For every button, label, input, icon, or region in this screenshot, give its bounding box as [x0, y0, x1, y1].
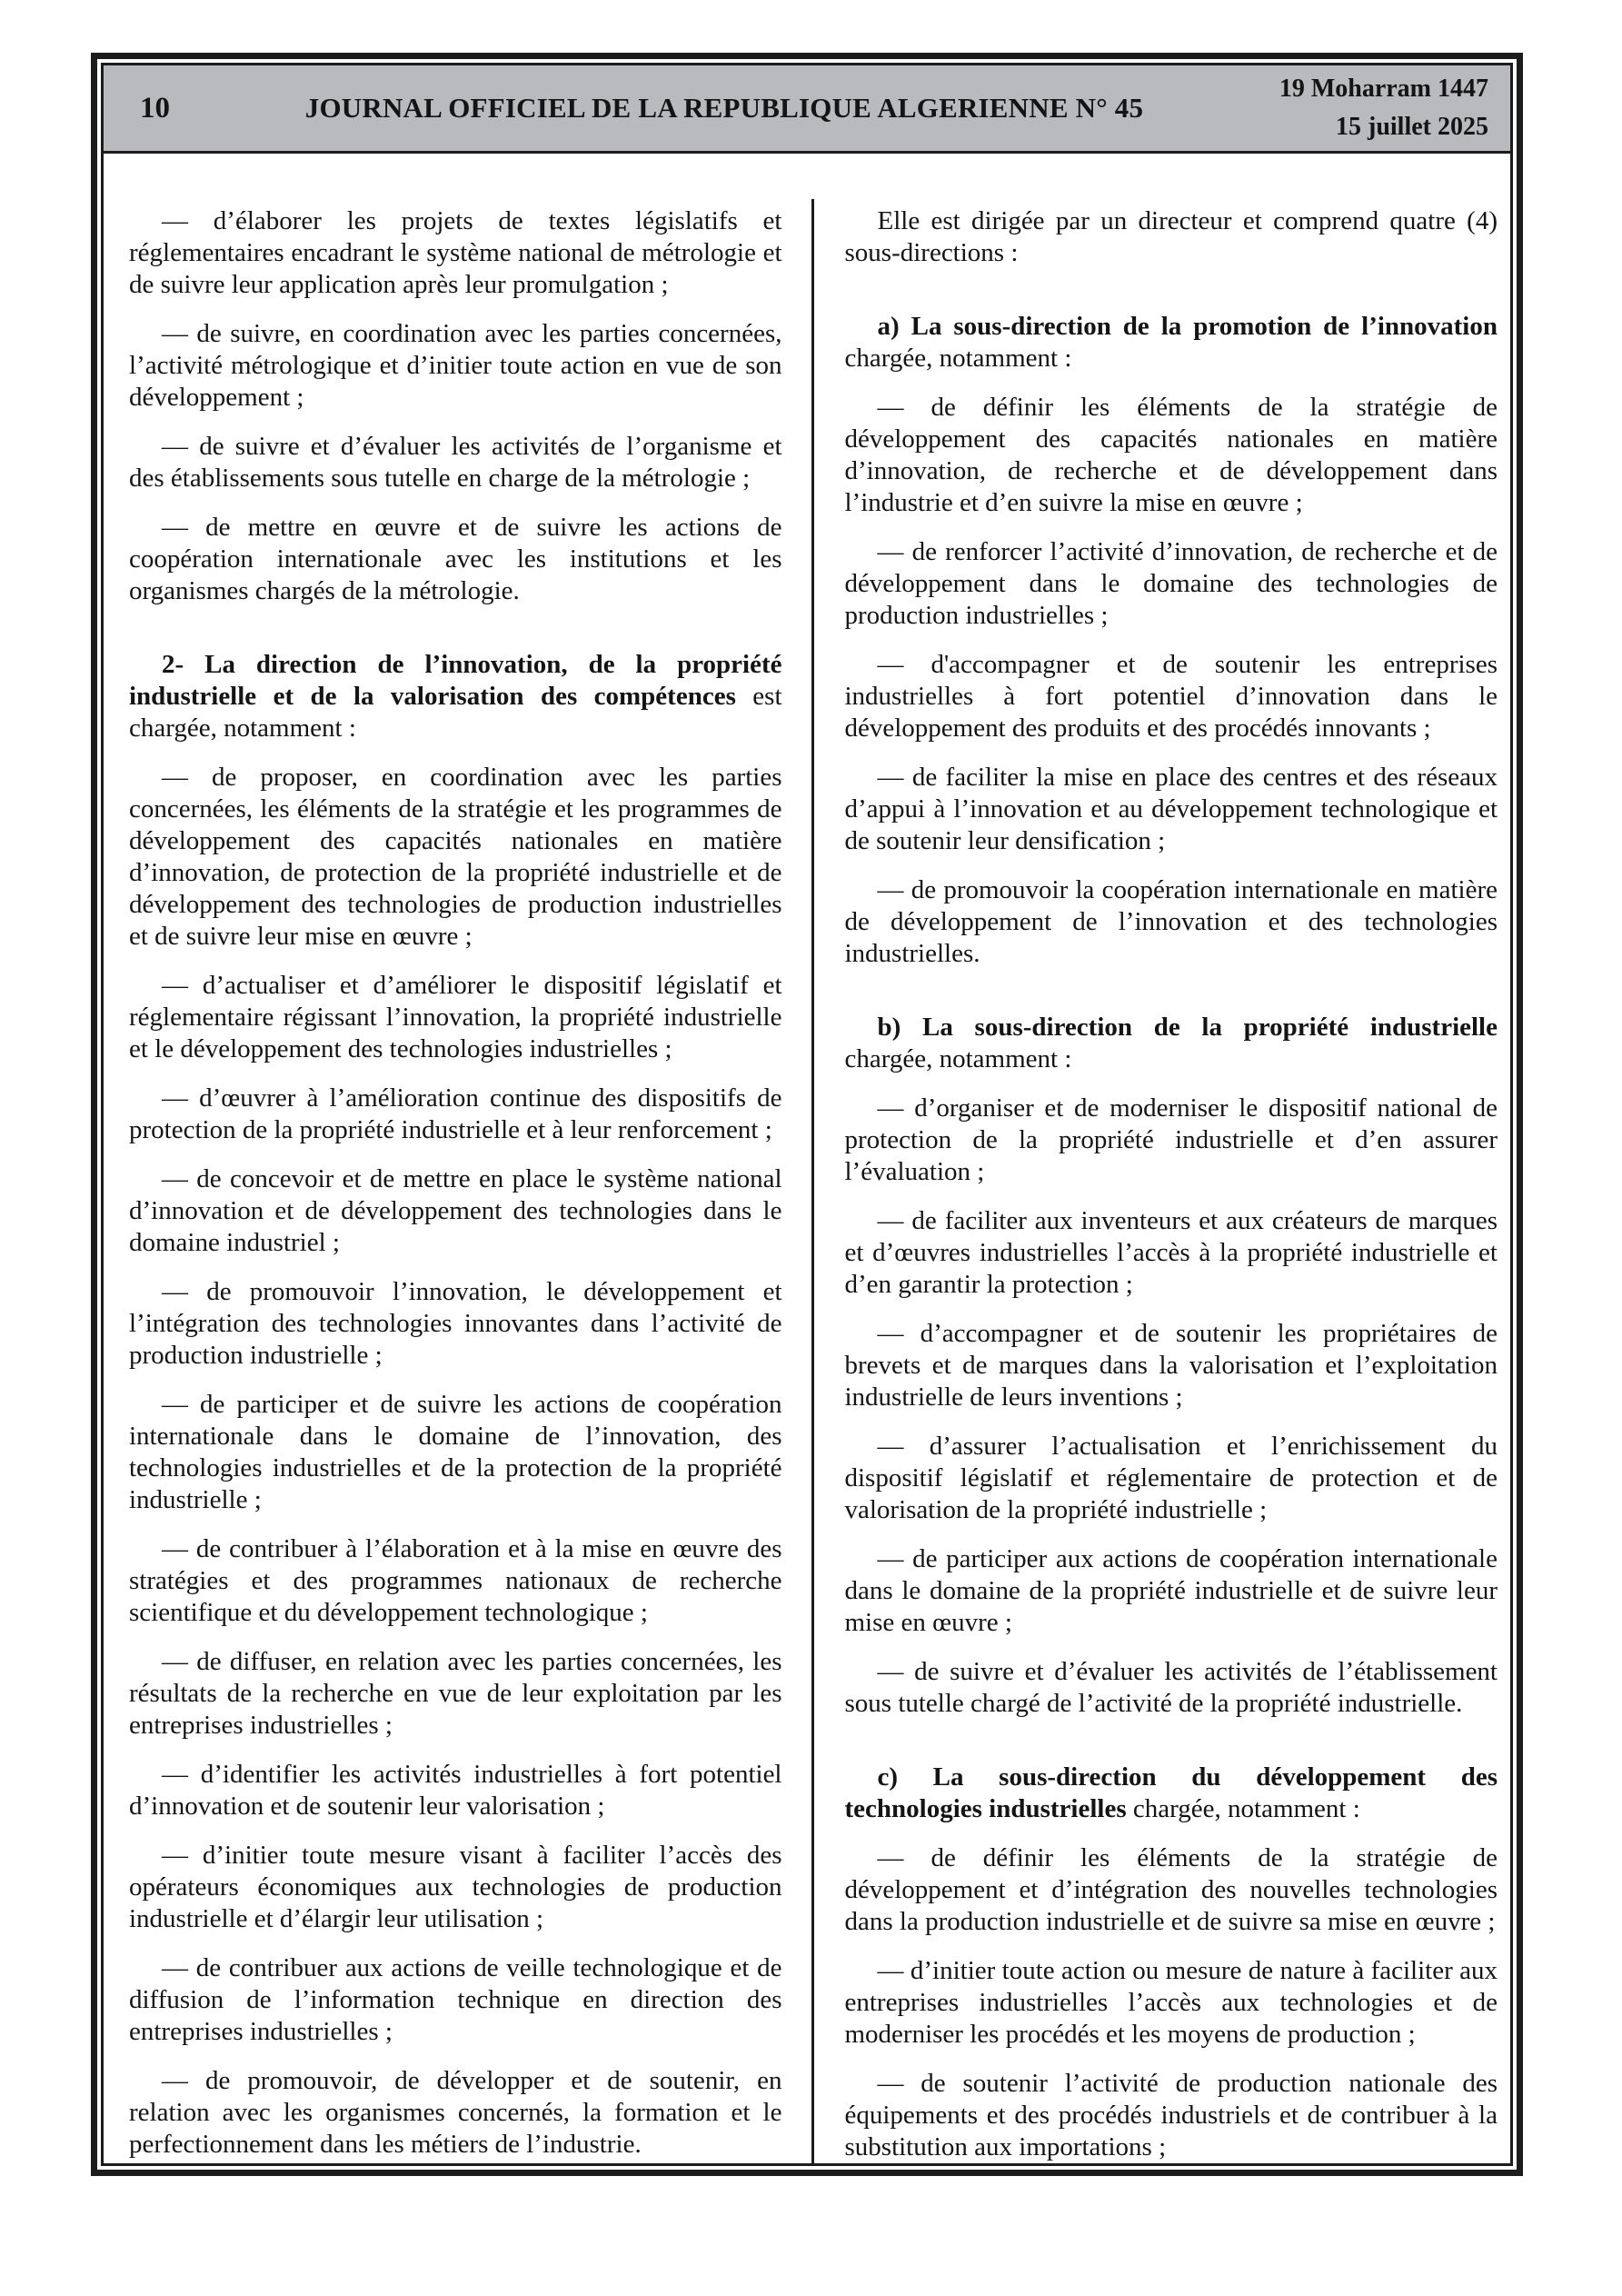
journal-header: [104, 65, 1510, 154]
paragraph: — de contribuer aux actions de veille technologique et de diffusion de l’information technique en direction des entreprises industrielles ;: [129, 1953, 782, 2046]
paragraph: — de définir les éléments de la stratégie de développement et d’intégration des nouvelles technologies dans la production industrielle et de suivre sa mise en œuvre ;: [844, 1843, 1498, 1936]
page-frame-inner: [101, 63, 1513, 2166]
section-heading: b) La sous-direction de la propriété industrielle chargée, notamment :: [844, 1013, 1498, 1073]
paragraph: — d'accompagner et de soutenir les entreprises industrielles à fort potentiel d’innovation dans le développement des produits et des procédés innovants ;: [844, 650, 1498, 743]
left-column: [104, 154, 811, 2163]
date-gregorian: 15 juillet 2025: [1336, 113, 1488, 141]
paragraph: — d’initier toute action ou mesure de nature à faciliter aux entreprises industrielles l’accès aux technologies et de moderniser les procédés et les moyens de production ;: [844, 1956, 1498, 2049]
paragraph: — de concevoir et de mettre en place le système national d’innovation et de développement des technologies dans le domaine industriel ;: [129, 1164, 782, 1257]
paragraph: — de contribuer à l’élaboration et à la mise en œuvre des stratégies et des programmes nationaux de recherche scientifique et du développement technologique ;: [129, 1534, 782, 1627]
page-number: 10: [140, 91, 170, 125]
section-heading: a) La sous-direction de la promotion de l’innovation chargée, notamment :: [844, 312, 1498, 373]
paragraph: — de promouvoir l’innovation, le développement et l’intégration des technologies innovantes dans l’activité de production industrielle ;: [129, 1277, 782, 1370]
paragraph: — d’accompagner et de soutenir les propriétaires de brevets et de marques dans la valorisation et l’exploitation industrielle de leurs inventions ;: [844, 1319, 1498, 1412]
paragraph: — de mettre en œuvre et de suivre les actions de coopération internationale avec les institutions et les organismes chargés de la métrologie.: [129, 513, 782, 605]
paragraph: — de suivre et d’évaluer les activités de l’établissement sous tutelle chargé de l’activité de la propriété industrielle.: [844, 1657, 1498, 1718]
paragraph: — d’identifier les activités industrielles à fort potentiel d’innovation et de soutenir leur valorisation ;: [129, 1760, 782, 1821]
paragraph: — de suivre et d’évaluer les activités de l’organisme et des établissements sous tutelle en charge de la métrologie ;: [129, 432, 782, 493]
paragraph: — d’organiser et de moderniser le dispositif national de protection de la propriété industrielle et d’en assurer l’évaluation ;: [844, 1093, 1498, 1186]
paragraph: — de proposer, en coordination avec les parties concernées, les éléments de la stratégie et les programmes de développement des capacités nationales en matière d’innovation, de protection de la propriété industrielle et de développement des technologies de production industrielles et de suivre leur mise en œuvre ;: [129, 763, 782, 951]
paragraph: — de faciliter la mise en place des centres et des réseaux d’appui à l’innovation et au développement technologique et de soutenir leur densification ;: [844, 763, 1498, 855]
paragraph: — de soutenir l’activité de production nationale des équipements et des procédés industriels et de contribuer à la substitution aux importations ;: [844, 2069, 1498, 2161]
paragraph: — d’initier toute mesure visant à faciliter l’accès des opérateurs économiques aux technologies de production industrielle et d’élargir leur utilisation ;: [129, 1841, 782, 1933]
paragraph: — de renforcer l’activité d’innovation, de recherche et de développement dans le domaine des technologies de production industrielles ;: [844, 537, 1498, 630]
right-column: [814, 154, 1511, 2163]
paragraph: — de promouvoir la coopération internationale en matière de développement de l’innovation et des technologies industrielles.: [844, 875, 1498, 968]
section-heading: c) La sous-direction du développement des technologies industrielles chargée, notamment :: [844, 1762, 1498, 1823]
paragraph: — d’actualiser et d’améliorer le dispositif législatif et réglementaire régissant l’innovation, la propriété industrielle et le développement des technologies industrielles ;: [129, 971, 782, 1063]
page-frame: [91, 53, 1523, 2176]
page-body: [104, 154, 1510, 2163]
paragraph: — de définir les éléments de la stratégie de développement des capacités nationales en matière d’innovation, de recherche et de développement dans l’industrie et d’en suivre la mise en œuvre ;: [844, 393, 1498, 517]
section-heading: 2- La direction de l’innovation, de la propriété industrielle et de la valorisation des compétences est chargée, notamment :: [129, 650, 782, 743]
paragraph: — d’élaborer les projets de textes législatifs et réglementaires encadrant le système national de métrologie et de suivre leur application après leur promulgation ;: [129, 206, 782, 299]
paragraph: — de suivre, en coordination avec les parties concernées, l’activité métrologique et d’initier toute action en vue de son développement ;: [129, 319, 782, 412]
issue-dates: [1234, 70, 1488, 146]
paragraph: — de diffuser, en relation avec les parties concernées, les résultats de la recherche en vue de leur exploitation par les entreprises industrielles ;: [129, 1647, 782, 1740]
paragraph: — de participer et de suivre les actions de coopération internationale dans le domaine de l’innovation, des technologies industrielles et de la protection de la propriété industrielle ;: [129, 1390, 782, 1514]
paragraph: — d’assurer l’actualisation et l’enrichissement du dispositif législatif et réglementaire de protection et de valorisation de la propriété industrielle ;: [844, 1432, 1498, 1524]
date-hijri: 19 Moharram 1447: [1279, 75, 1488, 103]
paragraph: — d’œuvrer à l’amélioration continue des dispositifs de protection de la propriété industrielle et à leur renforcement ;: [129, 1083, 782, 1144]
paragraph: — de faciliter aux inventeurs et aux créateurs de marques et d’œuvres industrielles l’accès à la propriété industrielle et d’en garantir la protection ;: [844, 1206, 1498, 1299]
journal-title: JOURNAL OFFICIEL DE LA REPUBLIQUE ALGERIENNE N° 45: [304, 92, 1144, 124]
paragraph: — de participer aux actions de coopération internationale dans le domaine de la propriété industrielle et de suivre leur mise en œuvre ;: [844, 1544, 1498, 1637]
paragraph: — de promouvoir, de développer et de soutenir, en relation avec les organismes concernés, la formation et le perfectionnement dans les métiers de l’industrie.: [129, 2066, 782, 2159]
paragraph: Elle est dirigée par un directeur et comprend quatre (4) sous-directions :: [844, 206, 1498, 267]
